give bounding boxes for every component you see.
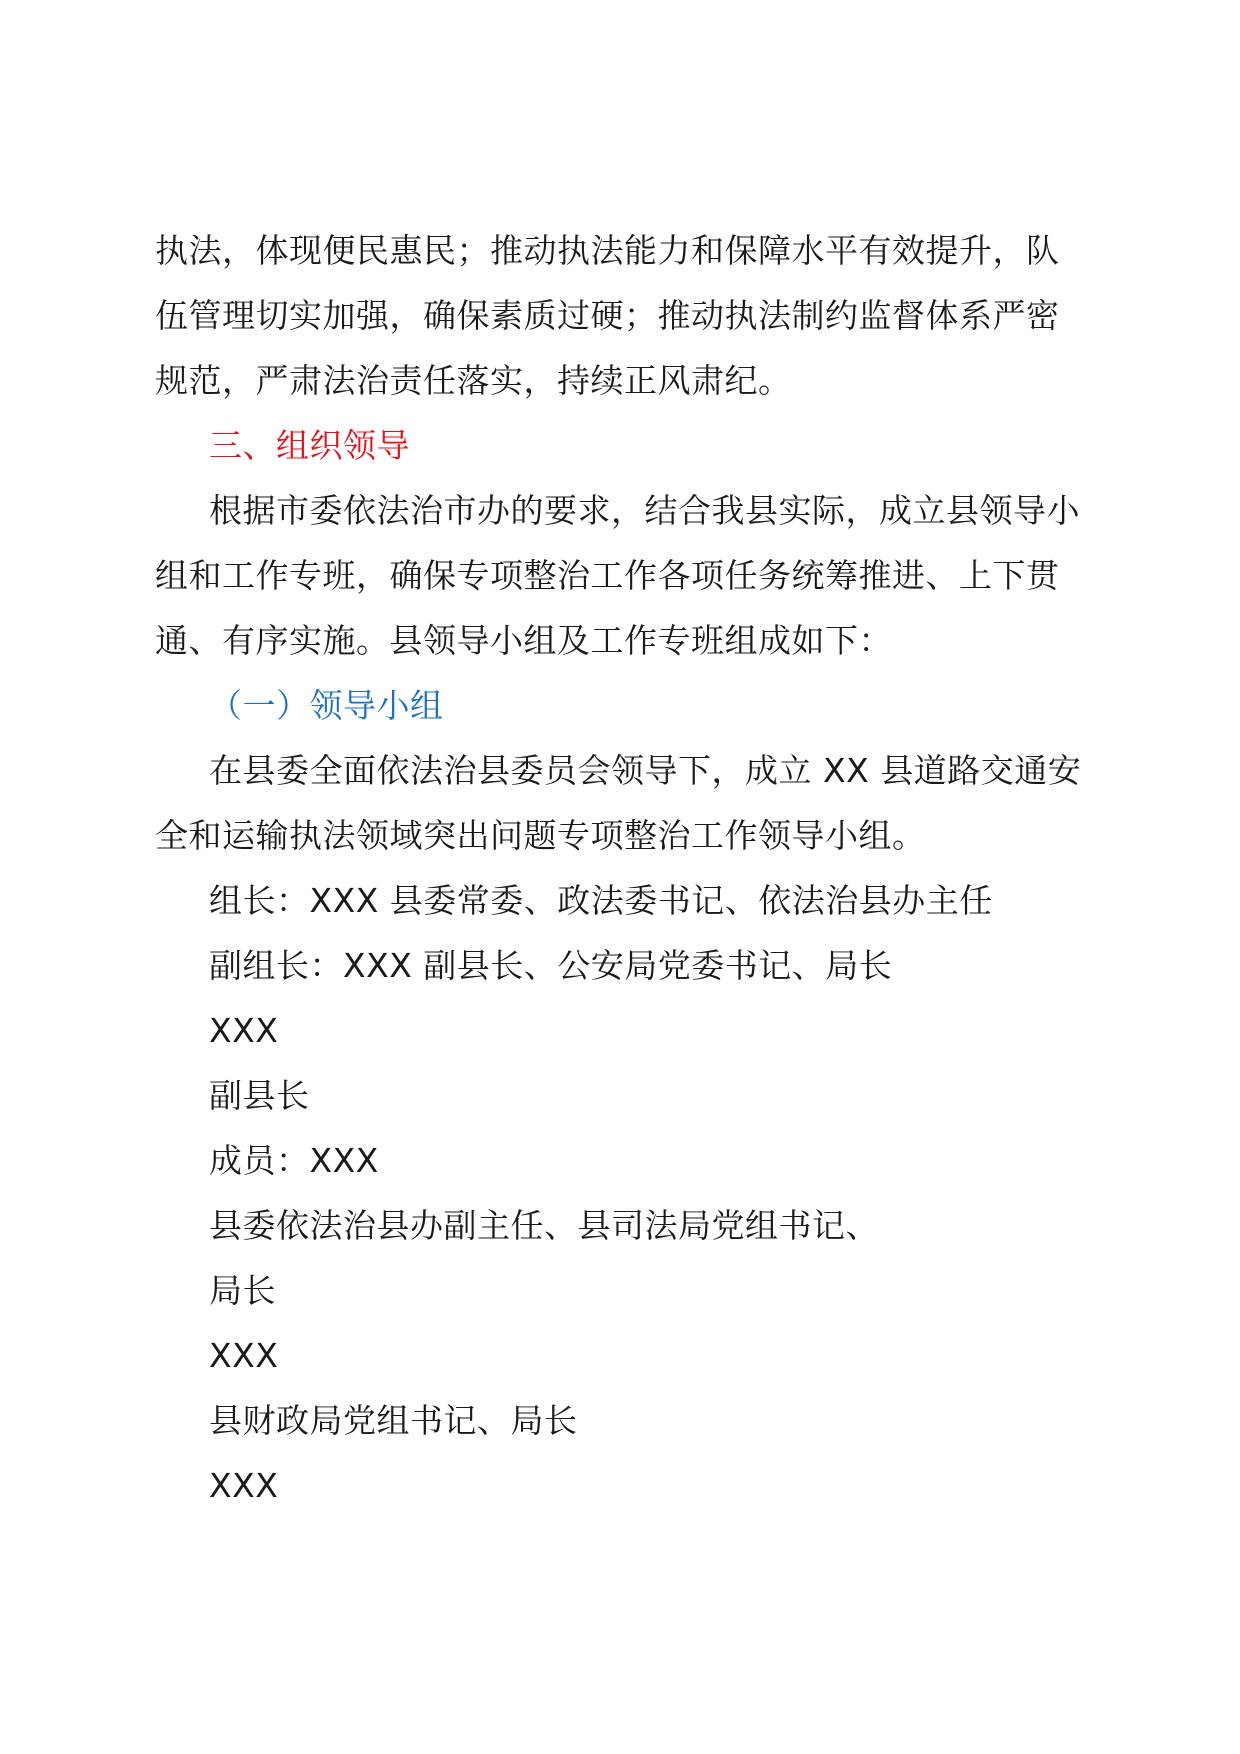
roster-line: 成员：XXX bbox=[209, 1141, 379, 1180]
section-body-line-2: 组和工作专班，确保专项整治工作各项任务统筹推进、上下贯 bbox=[155, 556, 1060, 595]
section-heading: 三、组织领导 bbox=[209, 426, 410, 465]
subsection-body-line-1: 在县委全面依法治县委员会领导下，成立 XX 县道路交通安 bbox=[209, 751, 1082, 790]
roster-line: 县委依法治县办副主任、县司法局党组书记、 bbox=[209, 1206, 879, 1245]
roster-line: XXX bbox=[209, 1466, 279, 1505]
roster-line: XXX bbox=[209, 1011, 279, 1050]
roster-line: 副组长：XXX 副县长、公安局党委书记、局长 bbox=[209, 946, 893, 985]
document-page bbox=[155, 218, 1085, 1518]
subsection-heading: （一）领导小组 bbox=[209, 686, 444, 725]
intro-line-2: 伍管理切实加强，确保素质过硬；推动执法制约监督体系严密 bbox=[155, 296, 1060, 335]
intro-line-3: 规范，严肃法治责任落实，持续正风肃纪。 bbox=[155, 361, 792, 400]
roster-line: XXX bbox=[209, 1336, 279, 1375]
roster-line: 县财政局党组书记、局长 bbox=[209, 1401, 578, 1440]
subsection-body-line-2: 全和运输执法领域突出问题专项整治工作领导小组。 bbox=[155, 816, 926, 855]
roster-line: 局长 bbox=[209, 1271, 276, 1310]
roster-line: 组长：XXX 县委常委、政法委书记、依法治县办主任 bbox=[209, 881, 993, 920]
intro-line-1: 执法，体现便民惠民；推动执法能力和保障水平有效提升，队 bbox=[155, 231, 1060, 270]
roster-line: 副县长 bbox=[209, 1076, 310, 1115]
section-body-line-3: 通、有序实施。县领导小组及工作专班组成如下： bbox=[155, 621, 892, 660]
section-body-line-1: 根据市委依法治市办的要求，结合我县实际，成立县领导小 bbox=[209, 491, 1080, 530]
